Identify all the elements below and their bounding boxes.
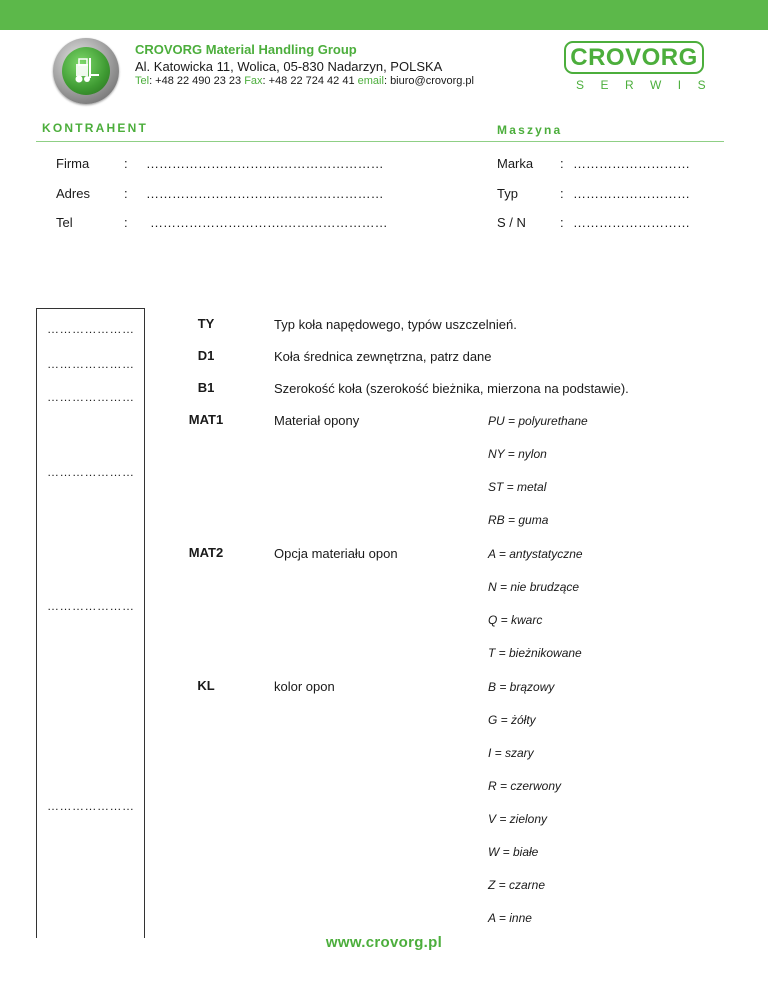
field-colon: :: [560, 156, 564, 171]
tel-label: Tel: [135, 75, 150, 87]
field-label: Adres: [56, 186, 90, 201]
field-colon: :: [124, 215, 128, 230]
fax-label: Fax: [244, 75, 263, 87]
brand-logo: CROVORG: [564, 41, 704, 74]
field-row-adres: [0, 186, 768, 202]
spec-description: Szerokość koła (szerokość bieżnika, mierzona na podstawie).: [274, 381, 629, 396]
spec-option: B = brązowy: [488, 680, 555, 694]
field-value-typ[interactable]: ………………………: [573, 186, 690, 201]
field-value-sn[interactable]: ………………………: [573, 215, 690, 230]
field-label: Tel: [56, 215, 73, 230]
company-contact: [135, 75, 474, 87]
top-bar: [0, 0, 768, 30]
spec-description: Koła średnica zewnętrzna, patrz dane: [274, 349, 492, 364]
spec-option: I = szary: [488, 746, 534, 760]
field-colon: :: [560, 215, 564, 230]
fax-value: : +48 22 724 42 41: [262, 75, 358, 87]
entry-dots-ty[interactable]: …………………: [47, 322, 135, 336]
field-value-firma[interactable]: ………………………….……………………: [146, 156, 384, 171]
company-name: CROVORG Material Handling Group: [135, 42, 357, 57]
spec-option: Q = kwarc: [488, 613, 543, 627]
tel-value: : +48 22 490 23 23: [149, 75, 245, 87]
spec-option: NY = nylon: [488, 447, 547, 461]
spec-code: MAT1: [188, 412, 224, 427]
company-address: Al. Katowicka 11, Wolica, 05-830 Nadarzyn, POLSKA: [135, 59, 443, 74]
entry-dots-b1[interactable]: …………………: [47, 390, 135, 404]
spec-option: G = żółty: [488, 713, 536, 727]
field-label: S / N: [497, 215, 526, 230]
field-colon: :: [124, 156, 128, 171]
field-colon: :: [560, 186, 564, 201]
field-value-marka[interactable]: ………………………: [573, 156, 690, 171]
spec-code: MAT2: [188, 545, 224, 560]
spec-option: PU = polyurethane: [488, 414, 588, 428]
section-title-kontrahent: KONTRAHENT: [42, 121, 148, 135]
spec-option: A = inne: [488, 911, 532, 925]
spec-option: T = bieżnikowane: [488, 646, 582, 660]
entry-dots-mat2[interactable]: …………………: [47, 599, 135, 613]
spec-description: kolor opon: [274, 679, 335, 694]
entry-dots-kl[interactable]: …………………: [47, 799, 135, 813]
field-row-firma: [0, 156, 768, 172]
email-value: : biuro@crovorg.pl: [383, 75, 474, 87]
forklift-logo-icon: [53, 38, 119, 104]
entry-dots-d1[interactable]: …………………: [47, 357, 135, 371]
field-value-adres[interactable]: ………………………….……………………: [146, 186, 384, 201]
spec-option: RB = guma: [488, 513, 549, 527]
spec-code: TY: [197, 316, 215, 331]
spec-description: Materiał opony: [274, 413, 360, 428]
section-divider: [36, 141, 724, 142]
field-label: Marka: [497, 156, 534, 171]
field-colon: :: [124, 186, 128, 201]
brand-subtitle: SERWIS: [576, 78, 723, 92]
field-label: Firma: [56, 156, 90, 171]
entry-dots-mat1[interactable]: …………………: [47, 465, 135, 479]
spec-description: Opcja materiału opon: [274, 546, 398, 561]
spec-code: KL: [197, 678, 215, 693]
field-label: Typ: [497, 186, 518, 201]
spec-option: V = zielony: [488, 812, 548, 826]
spec-option: ST = metal: [488, 480, 547, 494]
field-value-tel[interactable]: ………………………….……………………: [150, 215, 388, 230]
spec-option: Z = czarne: [488, 878, 546, 892]
footer-website-link[interactable]: www.crovorg.pl: [325, 934, 443, 951]
spec-option: A = antystatyczne: [488, 547, 583, 561]
section-title-maszyna: Maszyna: [497, 123, 563, 137]
field-row-tel: [0, 215, 768, 231]
spec-option: R = czerwony: [488, 779, 562, 793]
spec-code: B1: [197, 380, 215, 395]
spec-option: N = nie brudzące: [488, 580, 580, 594]
spec-option: W = białe: [488, 845, 539, 859]
spec-description: Typ koła napędowego, typów uszczelnień.: [274, 317, 517, 332]
spec-code: D1: [197, 348, 215, 363]
email-label: email: [357, 75, 384, 87]
